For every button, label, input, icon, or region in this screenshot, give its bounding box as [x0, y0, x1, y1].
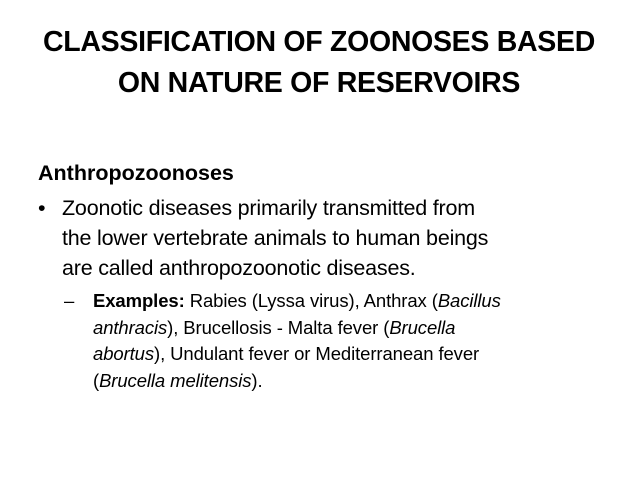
title-line-2: ON NATURE OF RESERVOIRS [117, 67, 521, 99]
sub-line-2 [93, 315, 608, 342]
section-heading: Anthropozoonoses [38, 161, 234, 185]
sub-line-4-close: ). [251, 369, 263, 391]
sub-bullet-item [62, 288, 608, 394]
sub-line-2-text: ), Brucellosis - Malta fever ( [167, 316, 390, 338]
bullet-marker: • [38, 196, 46, 220]
sub-bullet-marker: – [64, 290, 75, 311]
bullet-line-2: the lower vertebrate animals to human beings [62, 226, 489, 250]
sub-line-2-italic-2: Brucella [389, 316, 456, 338]
sub-line-2-italic: anthracis [93, 316, 168, 338]
bullet-item [38, 193, 608, 283]
slide-content [38, 158, 608, 394]
sub-line-4 [93, 368, 608, 395]
slide-title [20, 22, 618, 104]
sub-line-4-open: ( [93, 369, 100, 391]
sub-line-1-text: Rabies (Lyssa virus), Anthrax ( [184, 290, 438, 311]
sub-line-4-italic: Brucella melitensis [99, 369, 252, 391]
sub-line-3-text: ), Undulant fever or Mediterranean fever [154, 343, 480, 364]
title-line-1: CLASSIFICATION OF ZOONOSES BASED [43, 26, 595, 58]
bullet-line-3: are called anthropozoonotic diseases. [62, 256, 416, 280]
examples-label: Examples: [93, 290, 185, 311]
sub-line-3 [93, 341, 608, 368]
sub-line-1 [93, 288, 608, 315]
sub-line-1-italic: Bacillus [437, 290, 501, 311]
sub-line-3-italic: abortus [93, 343, 155, 364]
bullet-line-1: Zoonotic diseases primarily transmitted from [62, 196, 475, 220]
